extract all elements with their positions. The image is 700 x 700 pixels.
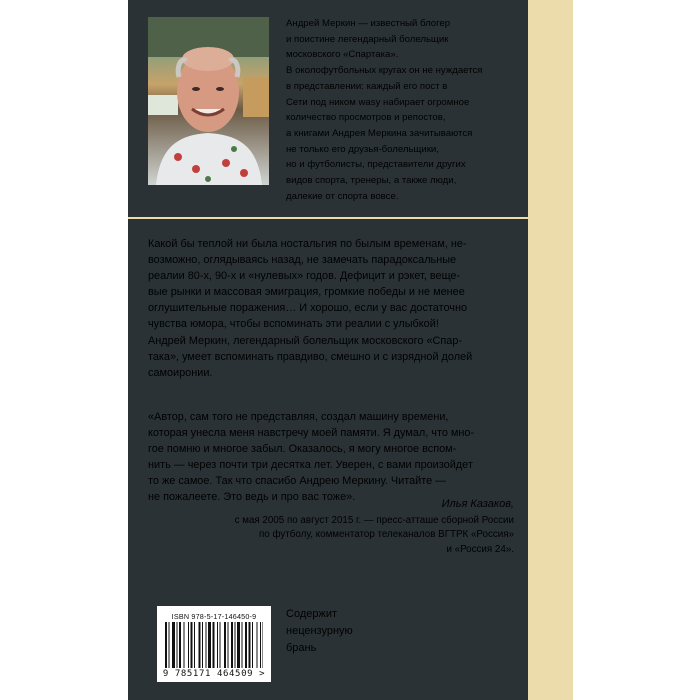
barcode-bar: [249, 622, 251, 668]
barcode-bar: [165, 622, 167, 668]
spine-strip: [528, 0, 573, 700]
barcode-bar: [199, 622, 201, 668]
book-description: Какой бы теплой ни была ностальгия по былым временам, не- возможно, оглядываясь назад, не замечать парадоксальные реалии 80-х, 90-х и «нулевых» годов. Дефицит и рэкет, веще- вые рынки и массовая эмиграция, громкие победы и не менее оглушительные поражения… И хорошо, если у вас достаточно чувства юмора, чтобы вспоминать эти реалии с улыбкой! Андрей Меркин, легендарный болельщик московского «Спар- така», умеет вспоминать правдиво, смешно и с изрядной долей самоиронии.: [148, 238, 473, 379]
quote-author-role: с мая 2005 по август 2015 г. — пресс-атташе сборной России по футболу, комментатор телеканалов ВГТРК «Россия» и «Россия 24».: [234, 515, 514, 555]
isbn-label: ISBN 978-5-17-146450-9: [171, 612, 257, 621]
barcode-bar: [257, 622, 258, 668]
barcode-bar: [169, 622, 170, 668]
barcode-bar: [217, 622, 218, 668]
barcode-bar: [242, 622, 243, 668]
barcode-bar: [172, 622, 175, 668]
content-warning: Содержит нецензурную брань: [286, 608, 353, 654]
barcode-bar: [220, 622, 221, 668]
barcode-bar: [206, 622, 207, 668]
barcode-bar: [228, 622, 229, 668]
barcode-bar: [213, 622, 215, 668]
barcode-bar: [237, 622, 240, 668]
review-quote: «Автор, сам того не представляя, создал машину времени, которая унесла меня навстречу моей памяти. Я думал, что мно- гое помню и многое забыл. Оказалось, я могу многое вспом- нить — через почти три десятка лет. Уверен, с вами произойдет то же самое. Так что спасибо Андрею Меркину. Читайте — не пожалеете. Это ведь и про вас тоже».: [148, 411, 475, 504]
barcode-bar: [188, 622, 189, 668]
barcode-bar: [191, 622, 193, 668]
barcode-bars: [165, 622, 263, 668]
barcode-bar: [177, 622, 178, 668]
isbn-barcode: [157, 606, 271, 682]
barcode-digits: 9 785171 464509 >: [162, 669, 266, 679]
barcode-bar: [224, 622, 226, 668]
author-bio: Андрей Меркин — известный блогер и поистине легендарный болельщик московского «Спартака». В околофутбольных кругах он не нуждается в представлении: каждый его пост в Сети под ником wasy набирает огромное количество просмотров и репостов, а книгами Андрея Меркина зачитываются не только его друзья-болельщики, но и футболисты, представители других видов спорта, тренеры, а также люди, далекие от спорта вовсе.: [286, 18, 483, 202]
barcode-bar: [208, 622, 211, 668]
barcode-bar: [252, 622, 253, 668]
barcode-bar: [184, 622, 185, 668]
barcode-bar: [260, 622, 261, 668]
barcode-bar: [179, 622, 181, 668]
barcode-bar: [231, 622, 233, 668]
quote-author: Илья Казаков,: [441, 498, 514, 510]
author-photo: [148, 17, 269, 185]
barcode-bar: [194, 622, 195, 668]
barcode-bar: [263, 622, 264, 668]
barcode-bar: [202, 622, 203, 668]
section-divider: [128, 217, 528, 219]
barcode-bar: [235, 622, 236, 668]
author-portrait-illustration: [148, 17, 269, 185]
barcode-bar: [245, 622, 247, 668]
